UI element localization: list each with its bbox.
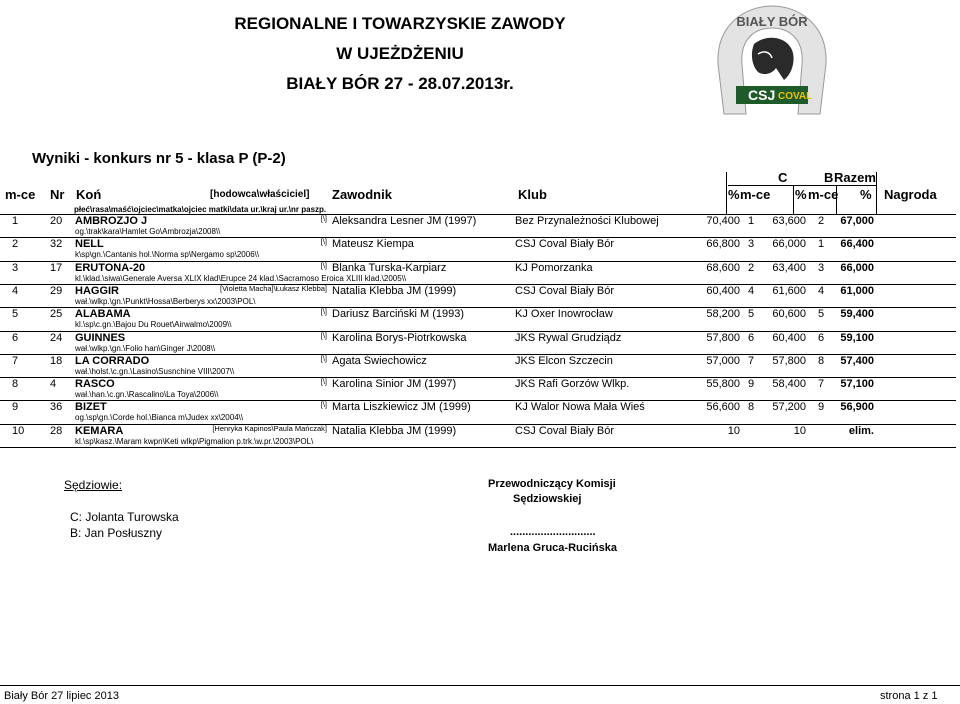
row-horse-info: wał.\holst.\c.gn.\Lasino\Susnchine VIII\2007\\: [75, 366, 235, 376]
row-b-pct: 58,400: [772, 378, 806, 391]
row-b-mce: 6: [818, 331, 825, 344]
row-nr: 32: [50, 238, 63, 251]
row-club: Bez Przynależności Klubowej: [515, 215, 659, 227]
row-b-pct: 57,800: [772, 354, 806, 367]
row-club: CSJ Coval Biały Bór: [515, 238, 615, 251]
row-divider: [0, 284, 956, 285]
row-place: 5: [12, 308, 19, 321]
row-horse: BIZET: [75, 401, 107, 414]
row-b-mce: 1: [818, 238, 825, 251]
row-place: 10: [12, 424, 25, 437]
col-prize: Nagroda: [884, 187, 937, 202]
col-horse-info: płeć\rasa\maść\ojciec\matka\ojciec matki\data ur.\kraj ur.\nr paszp.: [74, 205, 327, 214]
row-place: 8: [12, 378, 19, 391]
row-owner: [\]: [320, 237, 327, 247]
row-horse: RASCO: [75, 378, 115, 391]
row-horse: GUINNES: [75, 331, 126, 344]
row-nr: 29: [50, 284, 63, 297]
header-divider-top: [728, 185, 876, 186]
row-b-mce: 4: [818, 284, 825, 297]
row-horse: LA CORRADO: [75, 354, 150, 367]
row-horse: HAGGIR: [75, 284, 119, 297]
header-vline: [726, 172, 727, 215]
row-horse-info: og.\trak\kara\Hamlet Go\Ambrozja\2008\\: [75, 227, 221, 236]
logo-sub2: COVAL: [778, 91, 813, 102]
col-pct-b: %: [795, 187, 807, 202]
header-vline: [793, 185, 794, 215]
row-rider: Karolina Borys-Piotrkowska: [332, 331, 467, 344]
row-club: JKS Elcon Szczecin: [515, 354, 613, 367]
row-c-pct: 57,800: [706, 331, 740, 344]
row-owner: [\]: [320, 377, 327, 387]
row-owner: [\]: [320, 307, 327, 317]
chair-name: Marlena Gruca-Rucińska: [488, 542, 617, 554]
row-total: 59,400: [840, 308, 874, 321]
row-total: elim.: [848, 424, 874, 437]
chair-label-2: Sędziowskiej: [513, 493, 582, 505]
row-b-mce: 5: [818, 308, 825, 321]
row-c-mce: 2: [748, 261, 755, 274]
row-c-pct: 58,200: [706, 308, 740, 321]
row-b-pct: 10: [793, 424, 806, 437]
col-judge-c: C: [778, 170, 788, 185]
row-owner: [Henryka Kapinos\Paula Mańczak]: [212, 423, 327, 433]
row-place: 7: [12, 354, 19, 367]
row-owner: [\]: [320, 214, 327, 223]
row-nr: 25: [50, 308, 63, 321]
row-club: JKS Rafi Gorzów Wlkp.: [515, 378, 630, 391]
row-rider: Agata Świechowicz: [332, 354, 427, 367]
row-horse-info: wał.\wlkp.\gn.\Folio han\Ginger J\2008\\: [75, 343, 216, 353]
row-place: 4: [12, 284, 19, 297]
row-total: 57,100: [840, 378, 874, 391]
row-nr: 17: [50, 261, 63, 274]
row-nr: 18: [50, 354, 63, 367]
row-horse-info: kl.\sp\kasz.\Maram kwpn\Keti wlkp\Pigmalion p.trk.\w.pr.\2003\POL\: [75, 436, 314, 446]
row-horse-info: k\sp\gn.\Cantanis hol.\Norma sp\Nergamo sp\2006\\: [75, 250, 260, 260]
row-horse: ERUTONA-20: [75, 261, 146, 274]
row-c-pct: 56,600: [706, 401, 740, 414]
event-title-line2: W UJEŻDŻENIU: [336, 44, 464, 63]
row-b-mce: 2: [818, 215, 825, 227]
row-horse: NELL: [75, 238, 104, 251]
row-club: JKS Rywal Grudziądz: [515, 331, 622, 344]
row-rider: Blanka Turska-Karpiarz: [332, 261, 447, 274]
row-c-mce: 3: [748, 238, 755, 251]
row-c-mce: 8: [748, 401, 755, 414]
row-b-pct: 63,600: [772, 215, 806, 227]
row-c-mce: 6: [748, 331, 755, 344]
footer-date: Biały Bór 27 lipiec 2013: [4, 690, 119, 702]
row-total: 57,400: [840, 354, 874, 367]
col-nr: Nr: [50, 187, 65, 202]
event-date: BIAŁY BÓR 27 - 28.07.2013r.: [286, 74, 514, 93]
col-mce-b: m-ce: [808, 187, 839, 202]
col-owner: [hodowca\właściciel]: [210, 189, 310, 200]
col-club: Klub: [518, 187, 547, 202]
row-b-pct: 63,400: [772, 261, 806, 274]
row-c-pct: 66,800: [706, 238, 740, 251]
row-c-pct: 55,800: [706, 378, 740, 391]
row-rider: Mateusz Kiempa: [332, 238, 414, 251]
row-b-pct: 57,200: [772, 401, 806, 414]
row-total: 67,000: [840, 215, 874, 227]
row-c-mce: 4: [748, 284, 755, 297]
row-owner: [\]: [320, 400, 327, 410]
competition-title: Wyniki - konkurs nr 5 - klasa P (P-2): [32, 150, 286, 167]
col-mce-c: m-ce: [740, 187, 771, 202]
row-c-mce: 5: [748, 308, 755, 321]
horseshoe-logo-icon: [706, 4, 838, 128]
row-place: 1: [12, 215, 19, 227]
row-b-mce: 9: [818, 401, 825, 414]
row-c-mce: 7: [748, 354, 755, 367]
row-horse: AMBROZJO J: [75, 215, 148, 227]
row-nr: 20: [50, 215, 63, 227]
row-divider: [0, 331, 956, 332]
row-total: 59,100: [840, 331, 874, 344]
footer-page: strona 1 z 1: [880, 690, 938, 702]
row-club: KJ Walor Nowa Mała Wieś: [515, 401, 645, 414]
judge-c: C: Jolanta Turowska: [70, 510, 179, 524]
row-nr: 24: [50, 331, 63, 344]
col-place: m-ce: [5, 187, 36, 202]
row-horse-info: kl.\sp\c.gn.\Bajou Du Rouet\Airwalmo\2009\\: [75, 320, 232, 330]
row-total: 56,900: [840, 401, 874, 414]
row-c-pct: 70,400: [706, 215, 740, 227]
row-horse-info: kl.\klad.\siwa\Generale Aversa XLIX klad\Erupce 24 klad.\Sacramoso Eroica XLIII klad.\2005\\: [75, 273, 407, 283]
row-c-pct: 60,400: [706, 284, 740, 297]
header-vline: [836, 185, 837, 215]
row-divider: [0, 237, 956, 238]
row-divider: [0, 400, 956, 401]
row-owner: [\]: [320, 353, 327, 363]
row-c-pct: 10: [727, 424, 740, 437]
judges-label: Sędziowie:: [64, 478, 123, 492]
signature-dots: ............................: [510, 526, 596, 538]
row-b-mce: 8: [818, 354, 825, 367]
row-place: 9: [12, 401, 19, 414]
row-b-pct: 61,600: [772, 284, 806, 297]
row-c-pct: 57,000: [706, 354, 740, 367]
row-b-mce: 3: [818, 261, 825, 274]
row-club: CSJ Coval Biały Bór: [515, 284, 615, 297]
row-owner: [Violetta Macha]\Łukasz Klebba]: [219, 283, 327, 293]
row-rider: Marta Liszkiewicz JM (1999): [332, 401, 471, 414]
row-horse-info: wał.\han.\c.gn.\Rascalino\La Toya\2006\\: [75, 390, 219, 400]
col-pct-total: %: [860, 187, 872, 202]
row-c-pct: 68,600: [706, 261, 740, 274]
row-owner: [\]: [320, 260, 327, 270]
row-b-pct: 60,400: [772, 331, 806, 344]
row-horse-info: wał.\wlkp.\gn.\Punkt\Hossa\Berberys xx\2003\POL\: [75, 296, 256, 306]
row-nr: 28: [50, 424, 63, 437]
row-horse-info: og.\sp\gn.\Corde hol.\Bianca m\Judex xx\2004\\: [75, 413, 244, 423]
row-place: 3: [12, 261, 19, 274]
row-b-pct: 66,000: [772, 238, 806, 251]
row-horse: KEMARA: [75, 424, 124, 437]
header-vline: [876, 172, 877, 215]
row-owner: [\]: [320, 330, 327, 340]
row-place: 6: [12, 331, 19, 344]
row-c-mce: 1: [748, 215, 755, 227]
chair-label-1: Przewodniczący Komisji: [488, 478, 616, 490]
row-club: KJ Oxer Inowrocław: [515, 308, 613, 321]
row-total: 66,000: [840, 261, 874, 274]
col-total: Razem: [834, 170, 876, 185]
row-c-mce: 9: [748, 378, 755, 391]
row-rider: Natalia Klebba JM (1999): [332, 284, 457, 297]
row-b-mce: 7: [818, 378, 825, 391]
row-divider: [0, 377, 956, 378]
row-total: 61,000: [840, 284, 874, 297]
col-horse: Koń: [76, 187, 102, 202]
row-rider: Karolina Sinior JM (1997): [332, 378, 457, 391]
row-nr: 4: [50, 378, 57, 391]
row-club: CSJ Coval Biały Bór: [515, 424, 615, 437]
club-logo: [706, 4, 838, 128]
logo-sub: CSJ: [748, 87, 776, 103]
col-rider: Zawodnik: [332, 187, 392, 202]
logo-text: BIAŁY BÓR: [736, 14, 808, 29]
judge-b: B: Jan Posłuszny: [70, 526, 163, 540]
row-divider: [0, 424, 956, 425]
row-nr: 36: [50, 401, 63, 414]
row-place: 2: [12, 238, 19, 251]
row-divider: [0, 447, 956, 448]
row-rider: Aleksandra Lesner JM (1997): [332, 215, 477, 227]
row-club: KJ Pomorzanka: [515, 261, 593, 274]
col-judge-b: B: [824, 170, 834, 185]
row-divider: [0, 307, 956, 308]
footer-divider: [0, 685, 960, 686]
row-rider: Dariusz Barciński M (1993): [332, 308, 465, 321]
col-pct-c: %: [728, 187, 740, 202]
row-total: 66,400: [840, 238, 874, 251]
row-rider: Natalia Klebba JM (1999): [332, 424, 457, 437]
event-title-line1: REGIONALNE I TOWARZYSKIE ZAWODY: [234, 14, 566, 33]
row-b-pct: 60,600: [772, 308, 806, 321]
row-horse: ALABAMA: [75, 308, 131, 321]
